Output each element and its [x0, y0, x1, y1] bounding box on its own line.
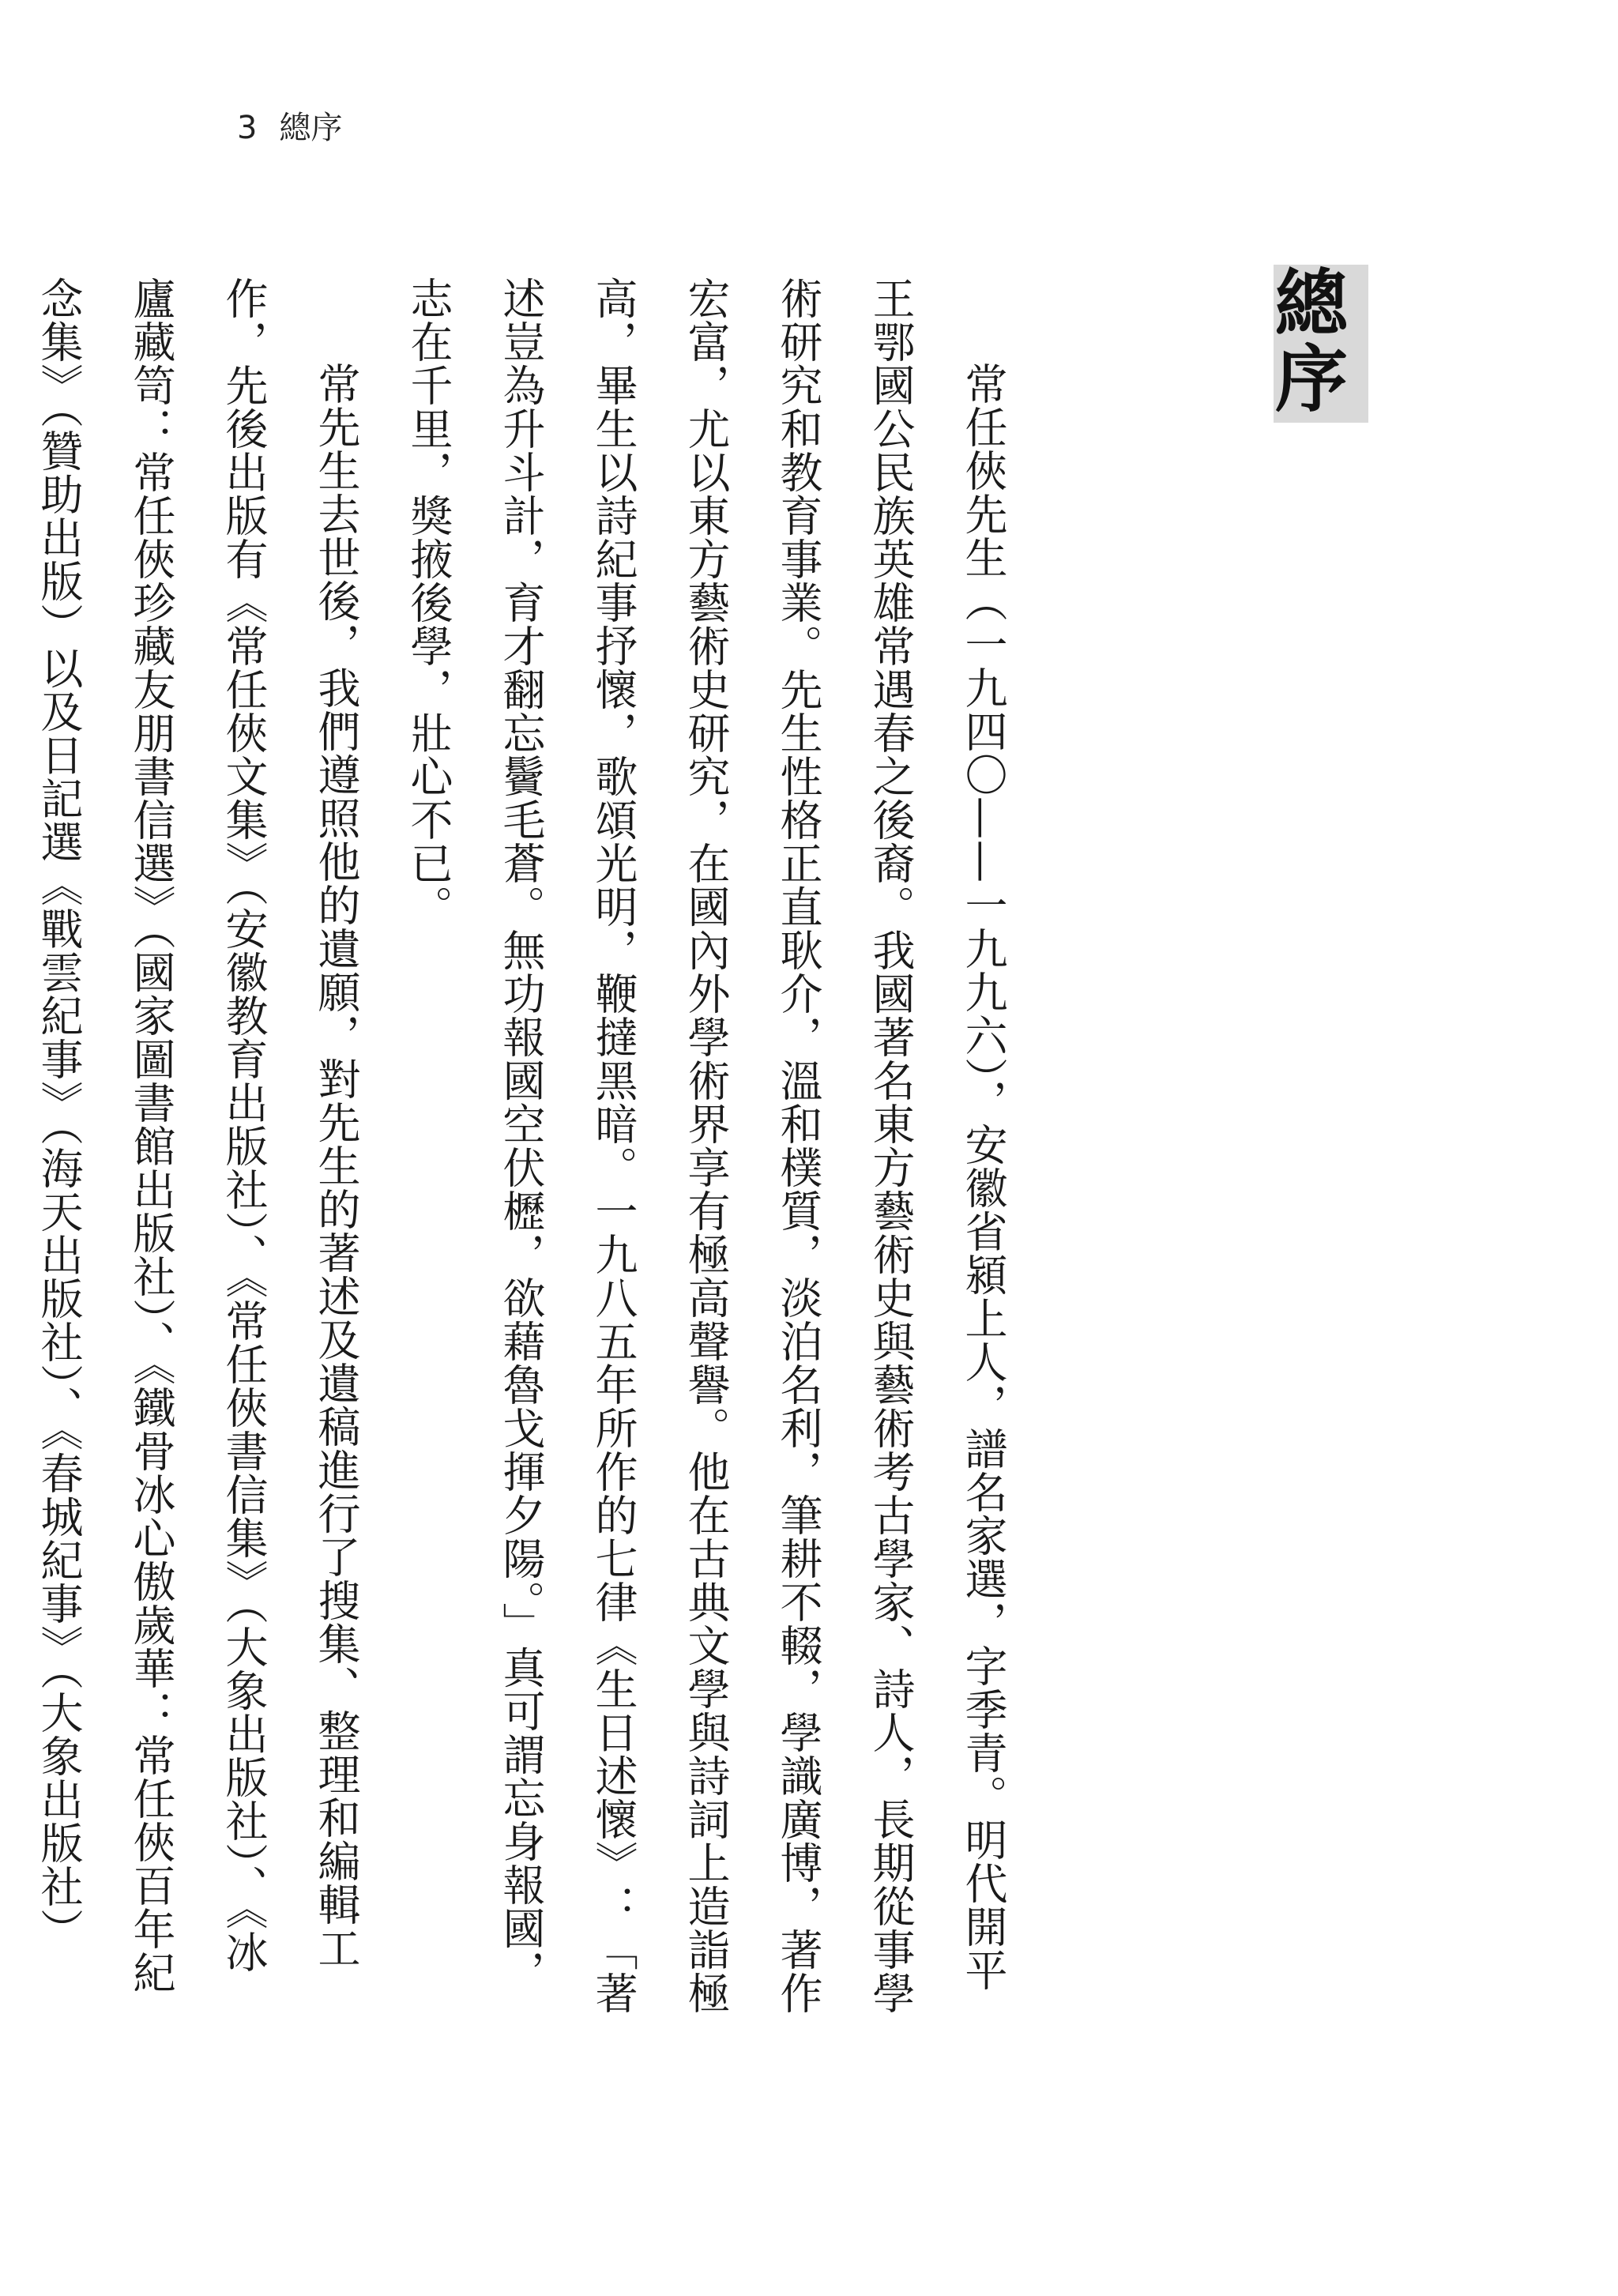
paragraph-1: 常任俠先生（一九四〇——一九九六），安徽省潁上人，譜名家選，字季青。明代開平王鄂國公民族英雄常遇春之後裔。我國著名東方藝術史與藝術考古學家、詩人，長期從事學術研究和教育事業。先生性格正直耿介，溫和樸質，淡泊名利，筆耕不輟，學識廣博，著作宏富，尤以東方藝術史研究，在國內外學術界享有極高聲譽。他在古典文學與詩詞上造詣極高，畢生以詩紀事抒懷，歌頌光明，鞭撻黑暗。一九八五年所作的七律《生日述懷》：「著述豈為升斗計，育才翻忘鬢毛蒼。無功報國空伏櫪，欲藉魯戈揮夕陽。」真可謂忘身報國，志在千里，獎掖後學，壯心不已。 — [404, 277, 1008, 2015]
paragraph-2: 常先生去世後，我們遵照他的遺願，對先生的著述及遺稿進行了搜集、整理和編輯工作，先後出版有《常任俠文集》（安徽教育出版社）、《常任俠書信集》（大象出版社）、《冰廬藏笥：常任俠珍藏友朋書信選》（國家圖書館出版社）、《鐵骨冰心傲歲華：常任俠百年紀念集》（贊助出版）以及日記選《戰雲紀事》（海天出版社）、《春城紀事》（大象出版社） — [34, 277, 361, 1994]
running-header-title: 總序 — [279, 110, 343, 146]
body-text — [0, 277, 1029, 2015]
chapter-title: 總序 — [1263, 265, 1348, 416]
page-number: 3 — [237, 110, 258, 146]
running-header — [237, 104, 342, 152]
